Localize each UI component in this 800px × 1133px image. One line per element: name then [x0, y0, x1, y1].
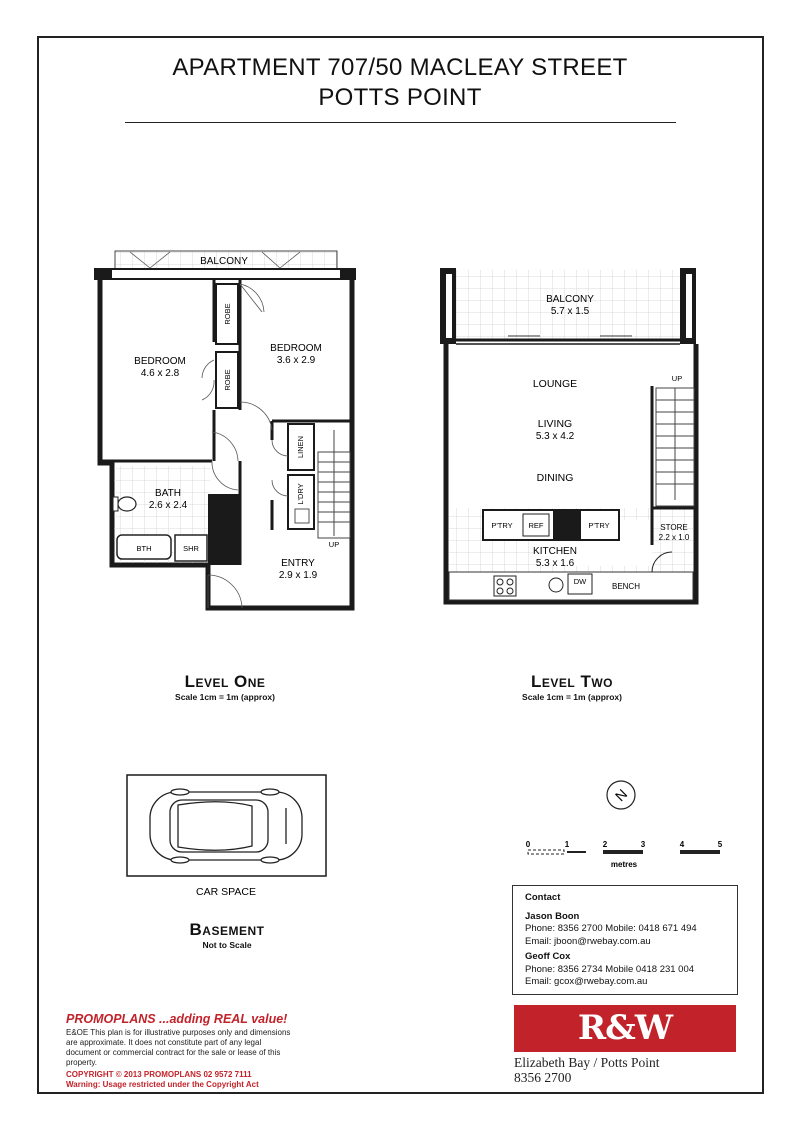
scale-tick-2: 2 [602, 840, 608, 849]
agency-logo: R&W [514, 1005, 736, 1052]
basement-heading: Basement [189, 920, 265, 939]
contact-phone[interactable]: Phone: 8356 2700 Mobile: 0418 671 494 [525, 923, 697, 934]
l2-ref-label: REF [528, 521, 544, 530]
contact-box [512, 885, 738, 995]
contact-email[interactable]: Email: jboon@rwebay.com.au [525, 935, 651, 947]
l1-balcony-label: BALCONY [200, 256, 248, 267]
promo-copyright: COPYRIGHT © 2013 PROMOPLANS 02 9572 7111 [66, 1070, 252, 1079]
l2-living-name: LIVING [537, 418, 573, 430]
contact-name: Jason Boon [525, 910, 580, 922]
l2-balcony-area [456, 270, 680, 340]
level-two-plan [440, 268, 696, 602]
l2-store-size: 2.2 x 1.0 [658, 533, 690, 542]
page-title-line2: POTTS POINT [318, 84, 482, 111]
l2-kitchen-size: 5.3 x 1.6 [535, 558, 575, 569]
promo-brand: PROMOPLANS ...adding REAL value! [66, 1012, 288, 1026]
contact-phone[interactable]: Phone: 8356 2734 Mobile 0418 231 004 [525, 963, 695, 975]
l1-laundry-label: L'DRY [296, 483, 305, 505]
l2-kitchen-name: KITCHEN [533, 546, 577, 557]
scale-tick-5: 5 [717, 840, 723, 849]
contact-person [525, 951, 725, 989]
l2-balcony-name: BALCONY [546, 294, 594, 305]
level-one-plan [94, 251, 356, 608]
promo-warning: Warning: Usage restricted under the Copyright Act [66, 1080, 259, 1089]
l1-bth-label: BTH [136, 544, 152, 553]
car-space-label: CAR SPACE [196, 886, 256, 898]
north-arrow-icon [607, 781, 635, 809]
contact-name: Geoff Cox [525, 951, 571, 962]
car-icon [150, 789, 302, 863]
l2-dw-label: DW [573, 577, 587, 586]
basement-note: Not to Scale [202, 940, 252, 950]
agency-phone: 8356 2700 [514, 1070, 572, 1085]
north-letter: N [611, 785, 631, 805]
agency-office [514, 1055, 660, 1085]
l2-dining-label: DINING [536, 472, 574, 484]
promo-footer [66, 1012, 298, 1090]
l2-pantry1-label: P'TRY [491, 521, 513, 530]
contact-person [525, 911, 725, 949]
l1-bedroom2-name: BEDROOM [270, 343, 322, 354]
scale-tick-3: 3 [640, 840, 646, 849]
l1-entry-size: 2.9 x 1.9 [278, 570, 318, 581]
l2-living-size: 5.3 x 4.2 [535, 431, 575, 442]
level-two-scale: Scale 1cm = 1m (approx) [522, 692, 622, 702]
level-two-heading: Level Two [531, 672, 613, 691]
basement-plan [127, 775, 326, 898]
l1-stairs-up: UP [328, 540, 340, 549]
l1-robe1-label: ROBE [223, 303, 232, 325]
level-one-scale: Scale 1cm = 1m (approx) [175, 692, 275, 702]
scale-unit: metres [610, 860, 638, 869]
contact-email[interactable]: Email: gcox@rwebay.com.au [525, 976, 648, 987]
l1-entry-name: ENTRY [281, 558, 315, 569]
l2-pantry2-label: P'TRY [588, 521, 610, 530]
l1-bath-name: BATH [155, 488, 181, 499]
l1-bedroom2-size: 3.6 x 2.9 [276, 355, 316, 366]
l2-lounge-label: LOUNGE [532, 378, 578, 390]
l1-bedroom1-size: 4.6 x 2.8 [140, 368, 180, 379]
level-one-caption [150, 672, 300, 702]
l1-robe2-label: ROBE [223, 369, 232, 391]
contact-heading: Contact [525, 892, 561, 903]
level-two-caption [497, 672, 647, 702]
scale-bar [526, 840, 723, 869]
l1-shr-label: SHR [183, 544, 199, 553]
l1-linen-label: LINEN [296, 435, 305, 459]
l2-stairs-up: UP [671, 374, 683, 383]
l2-store-name: STORE [660, 523, 688, 532]
basement-caption [150, 920, 304, 950]
page-title-line1: APARTMENT 707/50 MACLEAY STREET [172, 54, 628, 81]
promo-disclaimer: E&OE This plan is for illustrative purposes only and dimensions are approximate. It does not constitute part of any legal document or commercial contract for the sale or lease of this property. [66, 1028, 291, 1067]
level-one-heading: Level One [184, 672, 266, 691]
l1-bedroom1-name: BEDROOM [134, 356, 186, 367]
l1-bath-size: 2.6 x 2.4 [148, 500, 188, 511]
scale-tick-0: 0 [525, 840, 531, 849]
scale-tick-1: 1 [564, 840, 570, 849]
l2-bench-label: BENCH [611, 582, 641, 591]
scale-tick-4: 4 [679, 840, 685, 849]
l2-balcony-size: 5.7 x 1.5 [550, 306, 590, 317]
agency-office-name: Elizabeth Bay / Potts Point [514, 1055, 660, 1070]
